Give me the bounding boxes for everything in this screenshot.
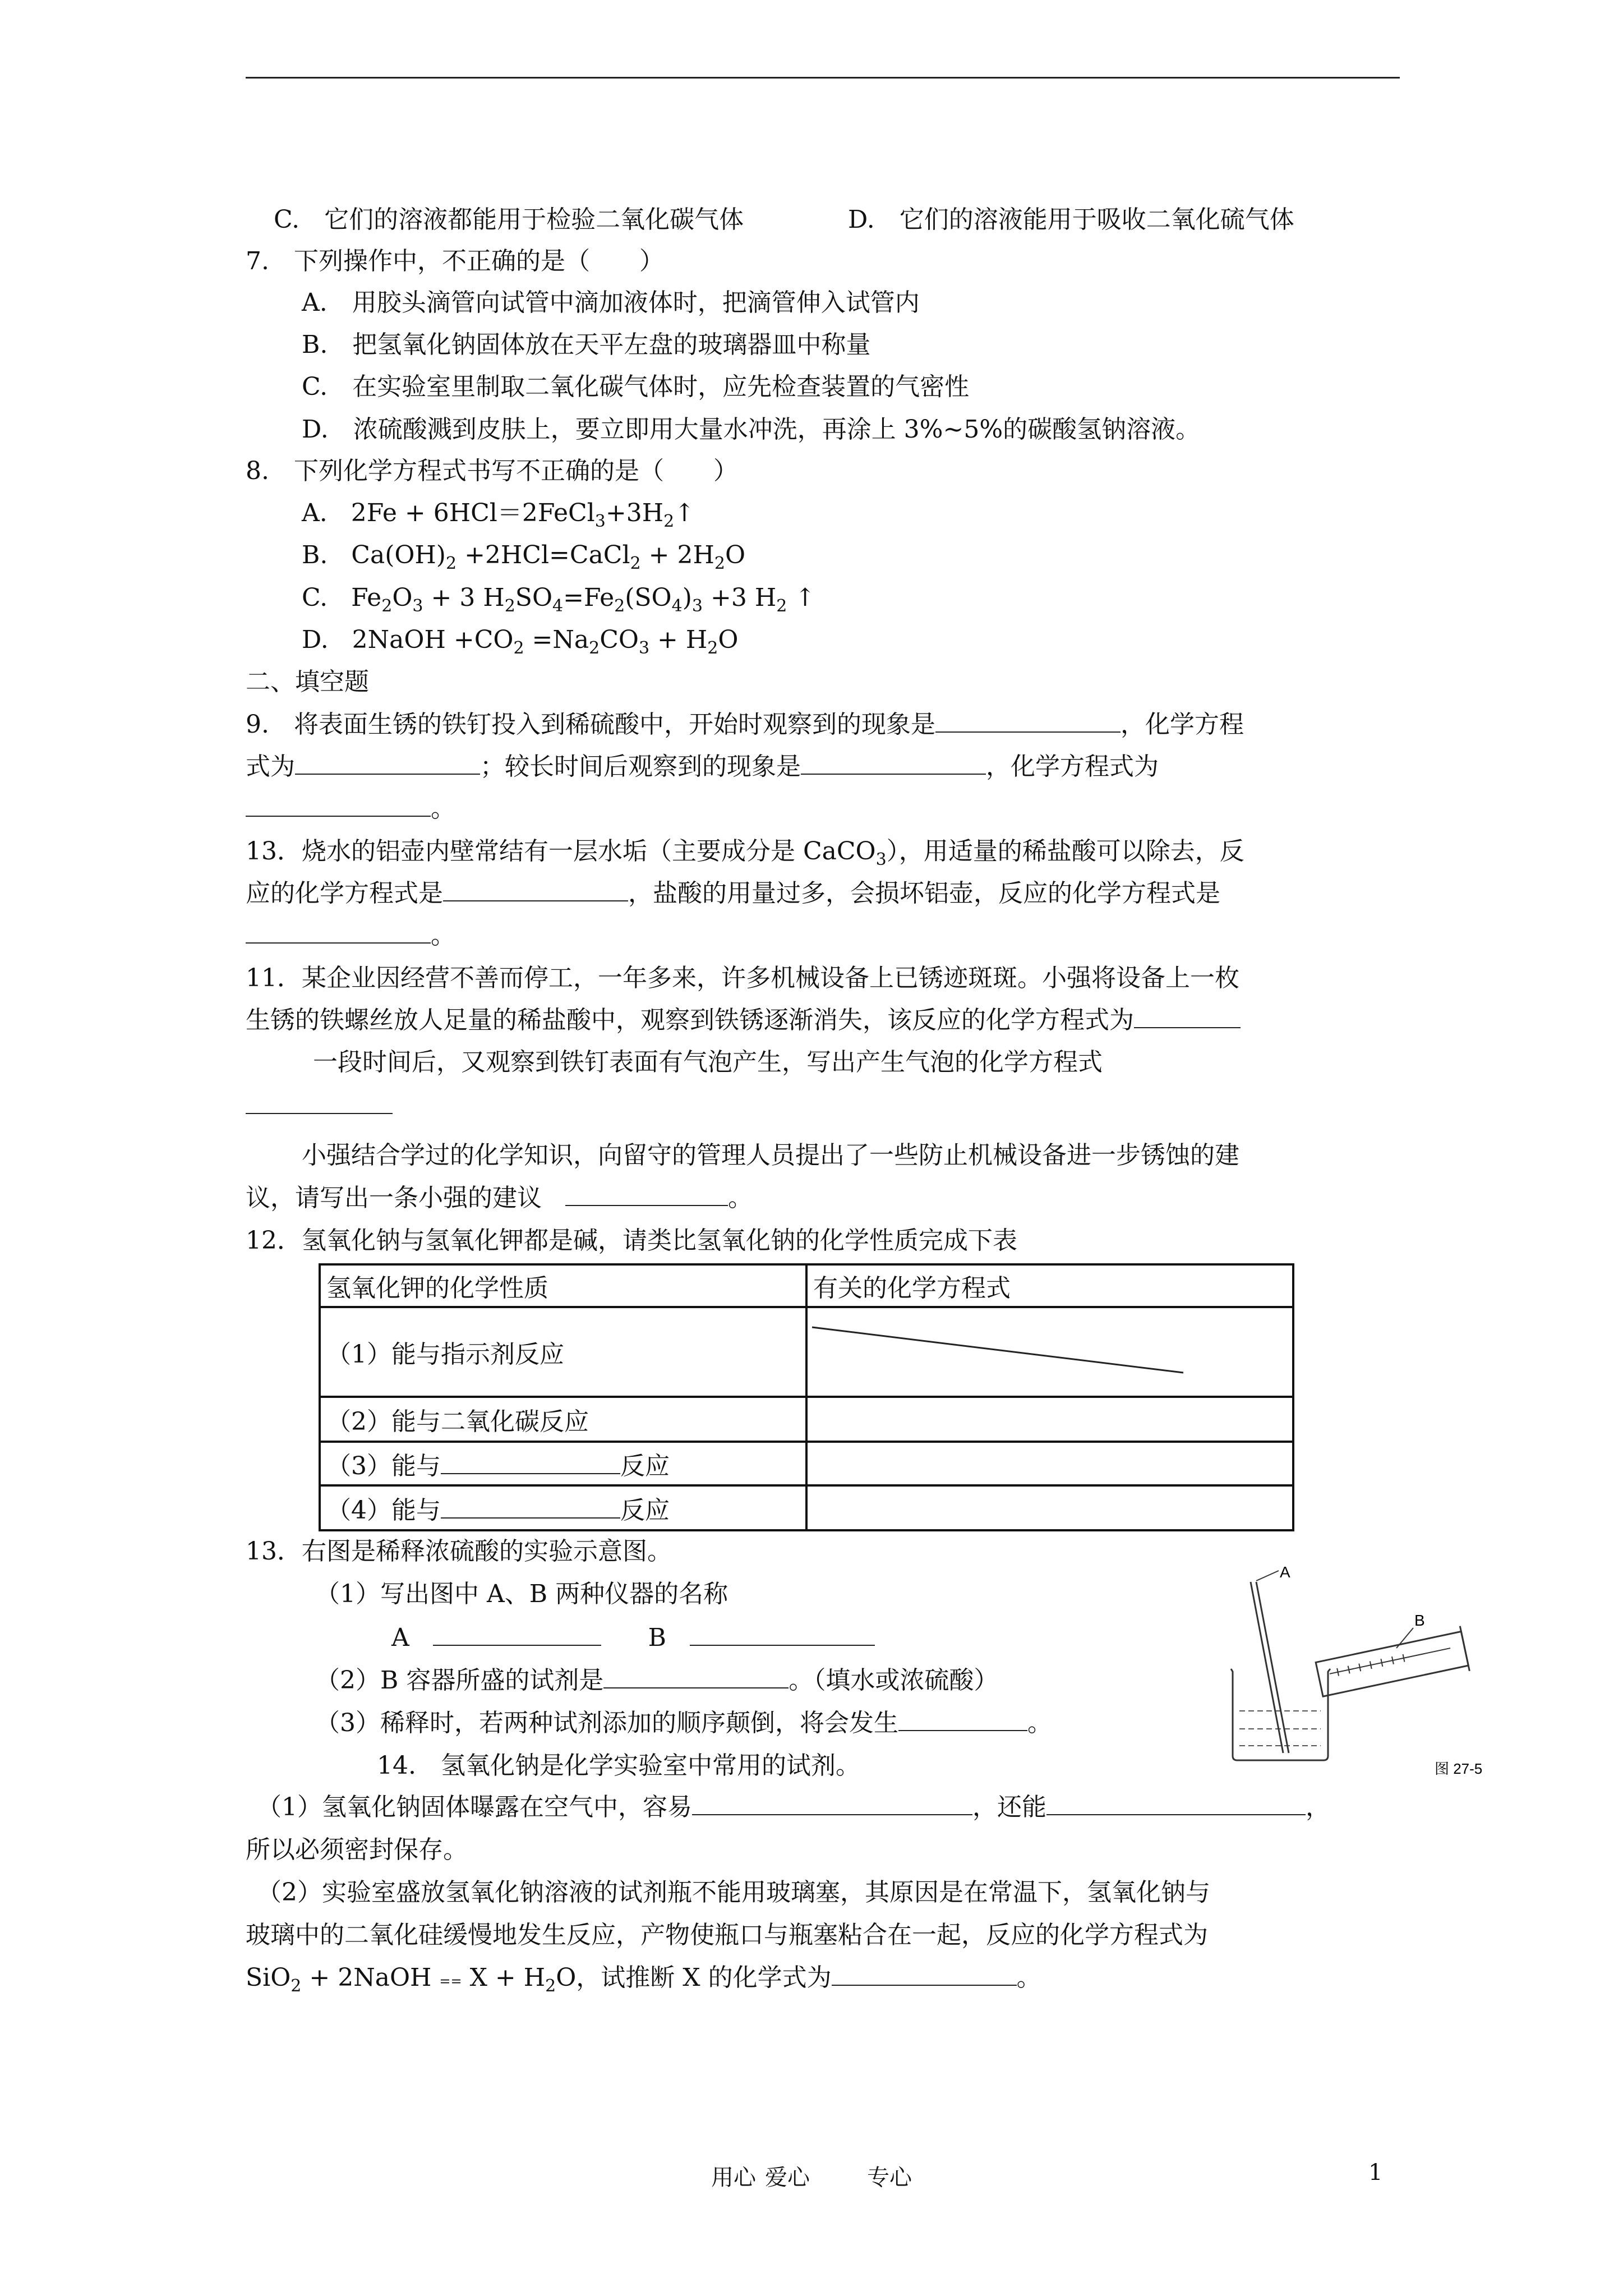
q13a-line-1: 13．烧水的铝壶内壁常结有一层水垢（主要成分是 CaCO$_3$），用适量的稀盐酸可以除去，反 [246, 837, 1244, 869]
q11-line-5: 小强结合学过的化学知识，向留守的管理人员提出了一些防止机械设备进一步锈蚀的建 [302, 1141, 1239, 1170]
q12-row-4-blank[interactable] [441, 1494, 620, 1519]
q9-line-2: 式为 ；较长时间后观察到的现象是 ，化学方程式为 [246, 750, 1159, 784]
q13b-blank-a[interactable] [433, 1621, 601, 1646]
q12-row-4-equation[interactable] [806, 1485, 1293, 1530]
q12-table [319, 1263, 1294, 1531]
q7-option-c: C. 在实验室里制取二氧化碳气体时，应先检查装置的气密性 [302, 372, 970, 401]
q12-row-2-equation[interactable] [806, 1397, 1293, 1442]
q14-part-1: （1）氢氧化钠固体曝露在空气中，容易 ，还能 ， [257, 1791, 1330, 1824]
q13b-part-1: （1）写出图中 A、B 两种仪器的名称 [315, 1580, 728, 1608]
q9-blank-4[interactable] [246, 792, 431, 817]
q12-header-property: 氢氧化钾的化学性质 [320, 1264, 806, 1307]
footer-motto-2: 爱心 [765, 2165, 810, 2191]
q11-line-2: 生锈的铁螺丝放人足量的稀盐酸中，观察到铁锈逐渐消失，该反应的化学方程式为 [246, 1004, 1241, 1037]
q7-option-d: D. 浓硫酸溅到皮肤上，要立即用大量水冲洗，再涂上 3%~5%的碳酸氢钠溶液。 [302, 415, 1201, 444]
q11-blank-1[interactable] [1134, 1004, 1241, 1028]
q13b-blank-result[interactable] [898, 1706, 1027, 1731]
q9-line-3: 。 [246, 792, 455, 826]
q11-blank-3[interactable] [565, 1181, 728, 1206]
q11-line-4 [246, 1089, 393, 1123]
q12-diagonal-mark [808, 1308, 1290, 1392]
q14-part-2-line-2: 玻璃中的二氧化硅缓慢地发生反应，产物使瓶口与瓶塞粘合在一起，反应的化学方程式为 [246, 1921, 1208, 1949]
q14-blank-2[interactable] [1046, 1791, 1306, 1815]
q13b-blank-reagent[interactable] [603, 1664, 789, 1688]
q12-header-equation: 有关的化学方程式 [806, 1264, 1293, 1307]
q13b-blank-b[interactable] [690, 1621, 875, 1646]
q9-blank-2[interactable] [295, 750, 480, 775]
q8-option-b: B. $Ca(OH)_2$ +2HCl=CaCl$_2$ + $2H_2O$ [302, 541, 746, 573]
footer-motto-3: 专心 [867, 2165, 912, 2191]
q6-option-d: D. 它们的溶液能用于吸收二氧化硫气体 [848, 205, 1294, 234]
q13b-part-3: （3）稀释时，若两种试剂添加的顺序颠倒，将会发生 。 [315, 1706, 1052, 1740]
q11-line-6: 议，请写出一条小强的建议 。 [246, 1181, 753, 1215]
q13a-blank-2[interactable] [246, 919, 431, 944]
q12-row-3-equation[interactable] [806, 1442, 1293, 1485]
q12-stem: 12．氢氧化钠与氢氧化钾都是碱，请类比氢氧化钠的化学性质完成下表 [246, 1226, 1017, 1255]
figure-label-b: B [1414, 1612, 1425, 1629]
q9-blank-1[interactable] [935, 708, 1121, 733]
section-title-fill-in: 二、填空题 [246, 668, 369, 696]
q7-option-a: A. 用胶头滴管向试管中滴加液体时，把滴管伸入试管内 [302, 288, 920, 317]
q11-line-3: 一段时间后，又观察到铁钉表面有气泡产生，写出产生气泡的化学方程式 [313, 1048, 1103, 1076]
q13a-line-2: 应的化学方程式是 ，盐酸的用量过多，会损坏铝壶，反应的化学方程式是 [246, 877, 1220, 910]
q14-blank-3[interactable] [832, 1961, 1017, 1986]
q12-row-3-property: （3）能与 反应 [320, 1442, 806, 1485]
q8-option-d: D. 2NaOH $+CO_2 =Na_2CO_3 + H_2O$ [302, 625, 739, 658]
q7-option-b: B. 把氢氧化钠固体放在天平左盘的玻璃器皿中称量 [302, 330, 871, 359]
q9-blank-3[interactable] [801, 750, 986, 775]
q12-row-1-equation [806, 1307, 1293, 1397]
q8-option-c: C. $Fe_2O_3 + 3$ $H_2SO_4=Fe_2(SO_4)_3 +3$ $H_2$ ↑ [302, 583, 816, 616]
q12-row-1-property: （1）能与指示剂反应 [320, 1307, 806, 1397]
q13a-line-3: 。 [246, 919, 455, 953]
figure-label-a: A [1280, 1565, 1290, 1581]
figure-caption: 图 27-5 [1435, 1760, 1483, 1777]
dilution-diagram [1217, 1565, 1486, 1778]
q8-stem: 8. 下列化学方程式书写不正确的是（ ） [246, 457, 738, 485]
q11-line-1: 11．某企业因经营不善而停工，一年多来，许多机械设备上已锈迹斑斑。小强将设备上一枚 [246, 964, 1239, 992]
q13b-part-2: （2）B 容器所盛的试剂是 。（填水或浓硫酸） [315, 1664, 998, 1697]
footer-motto-1: 用心 [711, 2165, 756, 2191]
q12-row-3-blank[interactable] [441, 1450, 620, 1474]
q14-part-2-line-1: （2）实验室盛放氢氧化钠溶液的试剂瓶不能用玻璃塞，其原因是在常温下，氢氧化钠与 [257, 1878, 1210, 1907]
q13a-blank-1[interactable] [443, 877, 628, 901]
q7-stem: 7. 下列操作中，不正确的是（ ） [246, 247, 664, 275]
q14-part-1-cont: 所以必须密封保存。 [246, 1835, 468, 1864]
q14-stem: 14. 氢氧化钠是化学实验室中常用的试剂。 [377, 1751, 860, 1780]
q12-row-4-property: （4）能与 反应 [320, 1485, 806, 1530]
q9-line-1: 9. 将表面生锈的铁钉投入到稀硫酸中，开始时观察到的现象是 ，化学方程 [246, 708, 1244, 742]
q14-blank-1[interactable] [692, 1791, 972, 1815]
q12-row-2-property: （2）能与二氧化碳反应 [320, 1397, 806, 1442]
q8-option-a: A. $2Fe + 6HCl=2FeCl_3+3H_2↑$ [302, 499, 695, 531]
q6-option-c: C. 它们的溶液都能用于检验二氧化碳气体 [274, 205, 744, 234]
q13b-names: A B [391, 1621, 875, 1655]
q11-blank-2[interactable] [246, 1089, 393, 1114]
header-rule [246, 77, 1400, 79]
q13b-stem: 13．右图是稀释浓硫酸的实验示意图。 [246, 1537, 672, 1566]
page-number: 1 [1368, 2160, 1383, 2185]
q14-part-2-line-3: SiO$_2$ + 2NaOH == $X + H_2O$，试推断 X 的化学式为 。 [246, 1961, 1041, 1995]
